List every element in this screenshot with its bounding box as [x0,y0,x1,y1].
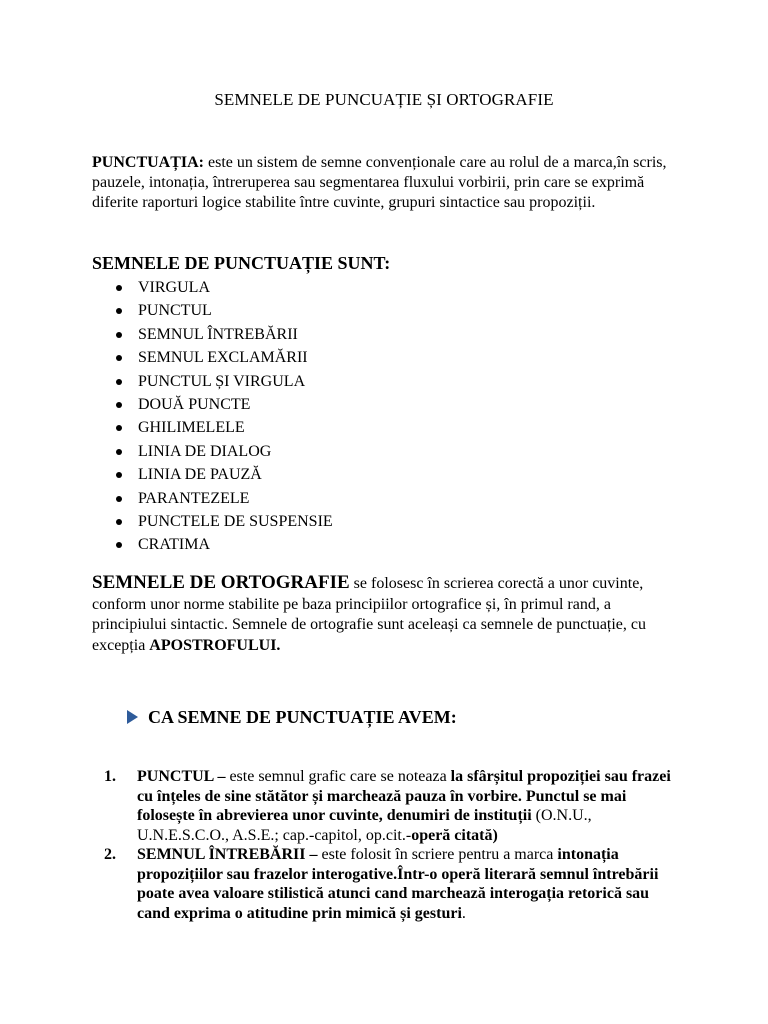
orthography-paragraph [92,573,657,656]
item-text-2: (O.N.U., U.N.E.S.C.O., A.S.E.; cap.-capitol, op.cit.- [137,807,592,844]
list-item [92,346,333,369]
list-item [92,487,333,510]
list-item-label: SEMNUL ÎNTREBĂRII [138,325,298,343]
list-item-label: GHILIMELELE [138,419,245,437]
punctuation-signs-list [92,276,333,557]
arrow-bullet-icon [127,710,138,724]
item-text: este folosit în scriere pentru a marca [321,846,558,863]
list-item [92,323,333,346]
item-bold-text: la sfârșitul propoziției sau frazei cu înțeles de sine stătător și marchează pauza în vorbire. Punctul se mai folosește în abrevierea unor cuvinte, denumiri de instituții [137,768,671,824]
list-item-label: CRATIMA [138,536,211,554]
item-bold-text: intonația propozițiilor sau frazelor interogative.Într-o operă literară semnul întrebării poate avea valoare stilistică atunci cand marchează interogația retorică sau cand exprima o atitudine prin mimică și gesturi [137,846,659,922]
bullet-icon [116,379,122,385]
item-dash: – [305,846,322,863]
orthography-term: SEMNELE DE ORTOGRAFIE [92,572,350,593]
bullet-icon [116,425,122,431]
list-item-label: VIRGULA [138,279,210,296]
list-item [92,510,333,533]
list-item [92,463,333,486]
punctuation-definition [92,153,692,213]
item-text-2: . [461,904,466,922]
punctuation-definition-text: este un sistem de semne convenționale care au rolul de a marca,în scris, pauzele, intonația, întreruperea sau segmentarea fluxului vorbirii, prin care se exprimă diferite raporturi logice stabilite între cuvinte, grupuri sintactice sau propoziții. [92,154,667,211]
bullet-icon [116,449,122,455]
numbered-item [104,845,684,923]
list-item [92,393,333,416]
orthography-exception: APOSTROFULUI. [149,636,281,654]
item-term: SEMNUL ÎNTREBĂRII [137,846,306,863]
item-dash: – [213,768,230,785]
bullet-icon [116,308,122,314]
list-item-label: LINIA DE DIALOG [138,442,272,460]
bullet-icon [116,402,122,408]
list-item-label: PUNCTUL ȘI VIRGULA [138,372,306,390]
list-item-label: SEMNUL EXCLAMĂRII [138,349,308,367]
document-title: SEMNELE DE PUNCUAȚIE ȘI ORTOGRAFIE [214,90,554,109]
list-item-label: PUNCTUL [138,302,212,320]
bullet-icon [116,542,122,548]
list-item [92,276,333,299]
bullet-icon [116,332,122,338]
list-item [92,416,333,439]
bullet-icon [116,355,122,361]
list-item-label: PARANTEZELE [138,489,250,507]
item-number: 1. [104,768,116,785]
orthography-text: se folosesc în scrierea corectă a unor cuvinte, conform unor norme stabilite pe baza principiilor ortografice și, în primul rand, a principiului sintactic. Semnele de ortografie sunt aceleași ca semnele de punctuație, cu excepția [92,575,647,654]
bullet-icon [116,285,122,291]
bullet-icon [116,472,122,478]
list-item-label: DOUĂ PUNCTE [138,395,251,413]
item-term: PUNCTUL [137,768,214,785]
list-item [92,299,333,322]
punctuation-term: PUNCTUAȚIA: [92,154,204,171]
list-item [92,533,333,556]
subheading-text: CA SEMNE DE PUNCTUAȚIE AVEM: [148,707,457,727]
list-item-label: LINIA DE PAUZĂ [138,466,262,484]
punctuation-signs-heading: SEMNELE DE PUNCTUAȚIE SUNT: [92,253,391,273]
punctuation-signs-subheading [127,707,457,728]
item-number: 2. [104,846,116,863]
item-bold-text-2: operă citată) [411,826,498,844]
bullet-icon [116,519,122,525]
list-item-label: PUNCTELE DE SUSPENSIE [138,512,333,530]
item-text: este semnul grafic care se noteaza [229,768,451,785]
list-item [92,370,333,393]
numbered-item [104,767,684,845]
numbered-definitions [104,767,684,923]
list-item [92,440,333,463]
bullet-icon [116,496,122,502]
